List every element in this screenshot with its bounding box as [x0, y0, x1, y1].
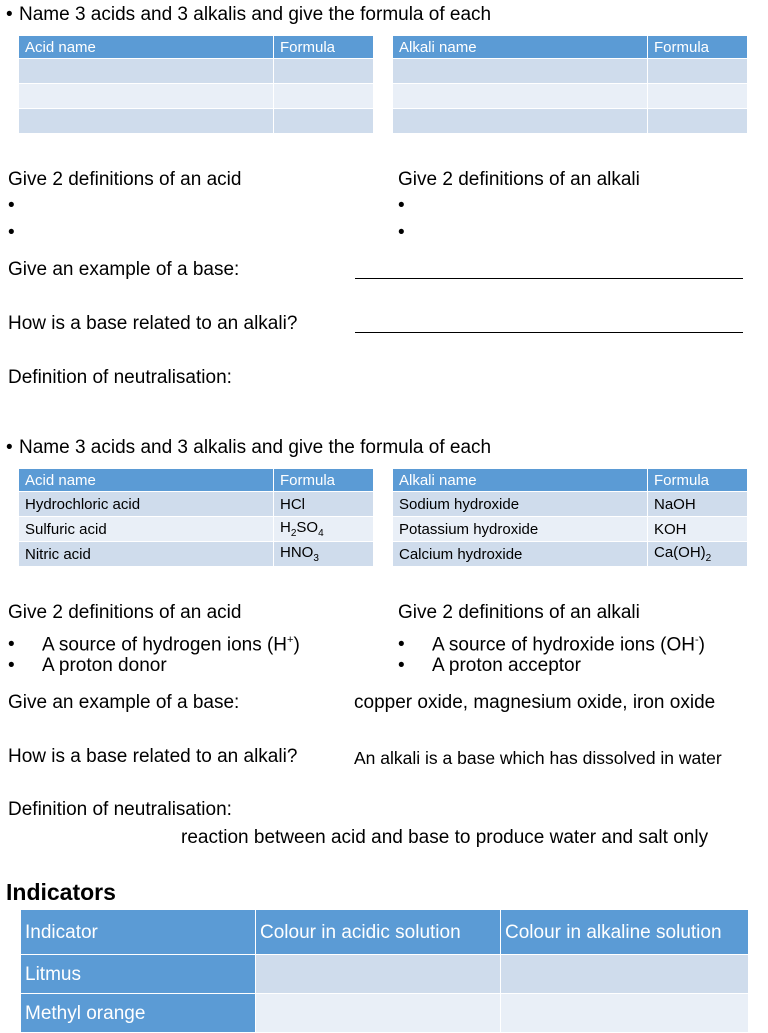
blank-cell[interactable]: [19, 59, 274, 84]
blank-cell[interactable]: [19, 109, 274, 134]
acid-formula-cell: [274, 517, 374, 542]
blank-bullet: •: [8, 195, 15, 216]
question-alkali-definitions: Give 2 definitions of an alkali: [398, 169, 640, 190]
worksheet-heading: [6, 4, 491, 26]
formula-text: Ca(OH): [654, 544, 706, 561]
alkaline-colour-header: Colour in alkaline solution: [501, 910, 749, 955]
acid-definition-2-text: A proton donor: [42, 655, 167, 676]
acid-formula-cell: HCl: [274, 492, 374, 517]
blank-cell[interactable]: [274, 109, 374, 134]
answer-neutralisation: reaction between acid and base to produce water and salt only: [181, 827, 709, 848]
alkali-name-header: Alkali name: [393, 469, 648, 492]
answers-heading-text: Name 3 acids and 3 alkalis and give the formula of each: [19, 437, 492, 458]
blank-cell[interactable]: [274, 59, 374, 84]
bullet: •: [8, 634, 15, 656]
bullet: •: [398, 655, 405, 676]
blank-alkali-table: [392, 35, 748, 134]
question-base-related: How is a base related to an alkali?: [8, 746, 298, 767]
worksheet-heading-text: Name 3 acids and 3 alkalis and give the formula of each: [19, 4, 492, 25]
answer-base-example: copper oxide, magnesium oxide, iron oxide: [354, 692, 716, 713]
alkali-definition-1: [398, 629, 705, 656]
formula-text: H: [280, 519, 291, 536]
acid-definition-1: [8, 629, 300, 656]
blank-cell[interactable]: [393, 59, 648, 84]
formula-subscript: 3: [313, 553, 319, 564]
acid-name-header: Acid name: [19, 36, 274, 59]
blank-cell[interactable]: [648, 84, 748, 109]
formula-header: Formula: [274, 469, 374, 492]
acid-definition-1-end: ): [293, 634, 300, 656]
question-base-example: Give an example of a base:: [8, 692, 240, 713]
alkali-name-cell: Calcium hydroxide: [393, 542, 648, 567]
blank-cell[interactable]: [648, 59, 748, 84]
alkali-definition-1-end: ): [698, 634, 705, 656]
alkali-name-cell: Sodium hydroxide: [393, 492, 648, 517]
acidic-colour-header: Colour in acidic solution: [256, 910, 501, 955]
formula-text: SO: [296, 519, 319, 536]
acid-formula-cell: [274, 542, 374, 567]
blank-cell[interactable]: [19, 84, 274, 109]
formula-subscript: 2: [705, 553, 712, 564]
question-neutralisation: Definition of neutralisation:: [8, 367, 232, 388]
blank-bullet: •: [398, 222, 405, 243]
answers-heading: [6, 437, 491, 459]
formula-header: Formula: [648, 36, 748, 59]
blank-cell[interactable]: [256, 994, 501, 1033]
bullet: •: [8, 655, 15, 676]
indicator-methyl-orange: Methyl orange: [21, 994, 256, 1033]
indicator-header: Indicator: [21, 910, 256, 955]
answer-line-base-example[interactable]: [355, 278, 743, 279]
indicators-heading: Indicators: [6, 879, 116, 905]
alkali-definition-2-text: A proton acceptor: [432, 655, 581, 676]
alkali-name-header: Alkali name: [393, 36, 648, 59]
bullet: •: [6, 4, 13, 25]
acid-name-header: Acid name: [19, 469, 274, 492]
indicators-table: [20, 909, 749, 1033]
formula-subscript: 4: [318, 528, 324, 539]
blank-bullet: •: [8, 222, 15, 243]
blank-cell[interactable]: [274, 84, 374, 109]
blank-bullet: •: [398, 195, 405, 216]
acid-definition-1-text: A source of hydrogen ions (H: [42, 634, 288, 656]
bullet: •: [398, 634, 405, 656]
formula-text: HNO: [280, 544, 314, 561]
blank-cell[interactable]: [648, 109, 748, 134]
formula-subscript: 2: [290, 528, 297, 539]
blank-cell[interactable]: [393, 84, 648, 109]
question-base-related: How is a base related to an alkali?: [8, 313, 298, 334]
formula-header: Formula: [274, 36, 374, 59]
acid-name-cell: Hydrochloric acid: [19, 492, 274, 517]
acid-definition-2: [8, 655, 167, 677]
blank-cell[interactable]: [501, 994, 749, 1033]
charge-superscript: +: [287, 634, 294, 646]
acid-name-cell: Sulfuric acid: [19, 517, 274, 542]
blank-acid-table: [18, 35, 374, 134]
question-acid-definitions: Give 2 definitions of an acid: [8, 602, 242, 623]
alkali-formula-cell: KOH: [648, 517, 748, 542]
question-acid-definitions: Give 2 definitions of an acid: [8, 169, 242, 190]
blank-cell[interactable]: [501, 955, 749, 994]
bullet: •: [6, 437, 13, 458]
alkali-formula-cell: [648, 542, 748, 567]
question-base-example: Give an example of a base:: [8, 259, 240, 280]
indicator-litmus: Litmus: [21, 955, 256, 994]
question-alkali-definitions: Give 2 definitions of an alkali: [398, 602, 640, 623]
blank-cell[interactable]: [393, 109, 648, 134]
alkali-name-cell: Potassium hydroxide: [393, 517, 648, 542]
blank-cell[interactable]: [256, 955, 501, 994]
alkali-definition-2: [398, 655, 581, 677]
formula-header: Formula: [648, 469, 748, 492]
alkali-definition-1-text: A source of hydroxide ions (OH: [432, 634, 695, 656]
answer-base-related: An alkali is a base which has dissolved in water: [354, 748, 722, 768]
charge-superscript: -: [694, 634, 699, 646]
question-neutralisation: Definition of neutralisation:: [8, 799, 232, 820]
answer-line-base-related[interactable]: [355, 332, 743, 333]
answer-alkali-table: [392, 468, 748, 567]
acid-name-cell: Nitric acid: [19, 542, 274, 567]
answer-acid-table: [18, 468, 374, 567]
alkali-formula-cell: NaOH: [648, 492, 748, 517]
